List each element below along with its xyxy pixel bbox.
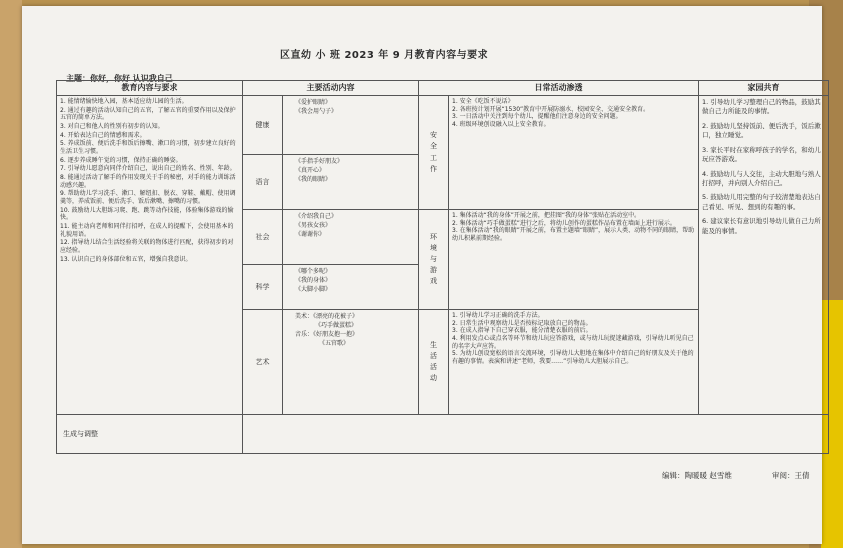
activity-list-society [283, 210, 419, 265]
footer-editor: 编辑：陶暖暖 赵雪维 [662, 471, 732, 480]
goal-item: 2. 通过有趣的活动认知自己的五官，了解五官的重要作用以及保护五官的简单方法。 [60, 106, 236, 122]
footer-reviewer: 审阅：王倩 [772, 471, 810, 480]
activity-list-science [283, 265, 419, 310]
goal-item: 5. 养成饭前、便后洗手和饭后擦嘴、漱口的习惯，初步建立良好的生活卫生习惯。 [60, 140, 236, 156]
activity-item: 《我会用勺子》 [295, 108, 338, 115]
activity-item: 《手指手好朋友》 [295, 158, 344, 165]
activity-item: 《真开心》 [295, 167, 326, 174]
daily-item: 3. 在成人指导下自己穿衣服，能分清楚衣服的前后。 [452, 327, 592, 335]
goal-item: 12. 指导幼儿结合生活经验将关联的物体进行匹配，获得初步的对应经验。 [60, 239, 234, 255]
home-item: 4. 鼓励幼儿与人交往，主动大胆地与熟人打招呼，并向别人介绍自己。 [702, 169, 821, 187]
daily-list-life [449, 310, 699, 415]
goal-item: 3. 对自己和他人的性别有初步的认知。 [60, 123, 164, 131]
activity-domain-language: 语言 [243, 155, 283, 210]
daily-item: 4. 班级环境创设融入以上安全教育。 [452, 121, 550, 129]
daily-item: 3. 在集体活动“我的眼睛”开展之前，布置主题墙“眼睛”，展示人类、动物不同的眼睛，帮助幼儿积累前期经验。 [452, 227, 695, 243]
activity-domain-society: 社会 [243, 210, 283, 265]
activity-item: 音乐：《好朋友抱一抱》 [295, 331, 359, 338]
header-home: 家园共育 [699, 81, 829, 96]
header-row [57, 81, 829, 96]
daily-area-environment: 环 境 与 游 戏 [419, 210, 449, 310]
goal-item: 10. 鼓励幼儿大胆练习爬、跑、跳等动作技能，体验集体游戏的愉快。 [60, 206, 234, 222]
home-item: 6. 建议家长有意识地引导幼儿做自己力所能及的事情。 [702, 217, 821, 235]
daily-item: 2. 集体活动“巧手做蛋糕”进行之后，将幼儿创作的蛋糕作品布置在墙面上进行展示。 [452, 219, 676, 227]
header-daily: 日常活动渗透 [419, 81, 699, 96]
goal-item: 4. 开始表达自己的情感和需求。 [60, 131, 146, 139]
daily-item: 4. 利用发点心或点名等环节和幼儿玩应答游戏，或与幼儿玩捉迷藏游戏，引导幼儿听见自己的名字大声应答。 [452, 335, 694, 350]
theme-label: 主题：你好，你好 认识我自己 [66, 74, 173, 83]
home-item: 1. 引导幼儿学习整理自己的物品，鼓励其做自己力所能及的事情。 [702, 98, 821, 116]
home-cooperation-cell [699, 96, 829, 415]
daily-item: 2. 各班按计划开展“1530”教育中开展防溺水、校园安全、交通安全教育。 [452, 105, 650, 113]
adjustment-row [57, 415, 829, 454]
document-page [22, 6, 822, 544]
activity-item: 《大脚小脚》 [295, 286, 332, 293]
home-item: 3. 家长平时在家称呼孩子的学名，和幼儿玩应答游戏。 [702, 145, 821, 164]
daily-item: 2. 日常生活中观察幼儿是否按标记取放自己的物品。 [452, 319, 592, 327]
daily-area-life: 生 活 活 动 [419, 310, 449, 415]
activity-item: 《我的身体》 [295, 277, 332, 284]
activity-item: 《五官歌》 [319, 340, 350, 347]
activity-item: 《男孩女孩》 [295, 222, 332, 229]
activity-domain-art: 艺术 [243, 310, 283, 415]
goal-item: 11. 能主动向老师和同伴打招呼，在成人的提醒下，会使用基本的礼貌用语。 [60, 223, 234, 238]
activity-domain-health: 健康 [243, 96, 283, 155]
daily-list-environment [449, 210, 699, 310]
daily-item: 5. 为幼儿创设宽松的语言交流环境，引导幼儿大胆地在集体中介绍自己的好朋友及关于他的有趣的事情。表演和讲述“老师，我要……”引导幼儿大胆展示自己。 [452, 350, 694, 366]
activity-item: 《哪个多呢》 [295, 268, 332, 275]
plan-table [56, 80, 829, 454]
activity-item: 《爱护眼睛》 [295, 99, 332, 106]
daily-item: 3. 一日活动中关注到每个幼儿，提醒他们注意身边的安全问题。 [452, 113, 622, 121]
goal-item: 9. 帮助幼儿学习洗手、漱口、解纽扣、脱衣、穿鞋、戴帽、使用调羹等，养成饭前、便后洗手、饭后漱嘴、擦嘴的习惯。 [60, 190, 236, 206]
adjustment-label: 生成与调整 [57, 415, 243, 454]
daily-area-safety: 安 全 工 作 [419, 96, 449, 210]
goals-cell [57, 96, 243, 415]
goal-item: 13. 认识自己的身体部位和五官，增强自我意识。 [60, 255, 192, 263]
background-wood-left [0, 0, 22, 548]
activity-list-health [283, 96, 419, 155]
activity-list-art [283, 310, 419, 415]
activity-domain-science: 科学 [243, 265, 283, 310]
home-item: 2. 鼓励幼儿坚持饭前、便后洗手，饭后漱口，独立睡觉。 [702, 121, 821, 140]
header-activities: 主要活动内容 [243, 81, 419, 96]
adjustment-content [243, 415, 829, 454]
activity-item: 《我的眼睛》 [295, 176, 332, 183]
activity-item: 《巧手做蛋糕》 [315, 322, 358, 329]
activity-item: 《谢谢你》 [295, 231, 326, 238]
header-goals: 教育内容与要求 [57, 81, 243, 96]
home-item: 5. 鼓励幼儿用完整的句子较清楚地表达自己看见、听见、想到的有趣的事。 [702, 193, 821, 211]
daily-item: 1. 集体活动“我的身体”开展之前，把挂图“我的身体”张贴在活动室中。 [452, 212, 641, 219]
daily-list-safety [449, 96, 699, 210]
goal-item: 1. 能情绪愉快地入园，基本适应幼儿园的生活。 [60, 98, 188, 105]
goal-item: 8. 能通过活动了解手的作用发现关于手的秘密，对手的能力训练活动感兴趣。 [60, 174, 236, 189]
daily-item: 1. 安全《吃饭不说话》 [452, 98, 514, 105]
daily-item: 1. 引导幼儿学习正确的洗手方法。 [452, 312, 544, 319]
goal-item: 7. 引导幼儿愿意向同伴介绍自己，说出自己的姓名、性别、年龄。 [60, 165, 236, 173]
activity-item: 美术：《漂亮的花被子》 [295, 313, 359, 320]
activity-list-language [283, 155, 419, 210]
page-title: 区直幼 小 班 2023 年 9 月教育内容与要求 [280, 50, 489, 61]
goal-item: 6. 逐步养成睡午觉的习惯，保持正确的睡姿。 [60, 156, 182, 164]
activity-item: 《介绍我自己》 [295, 213, 338, 220]
